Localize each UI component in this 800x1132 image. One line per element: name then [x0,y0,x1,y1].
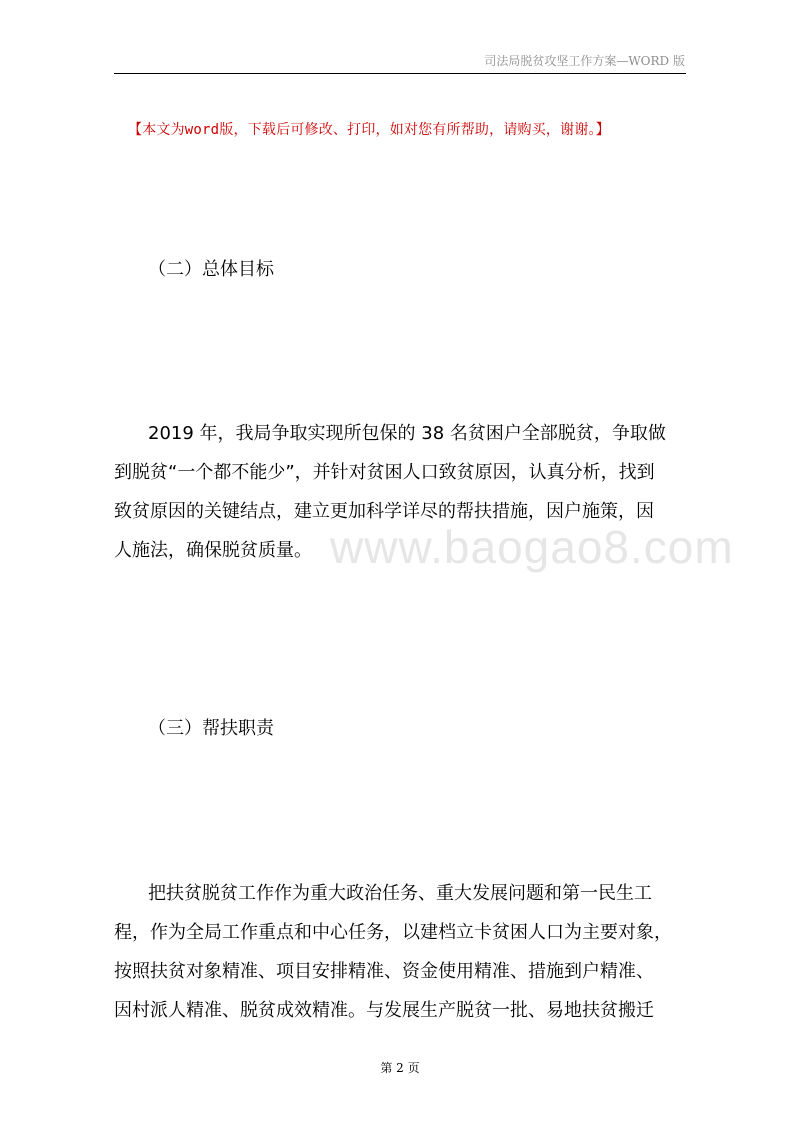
paragraph-line: 因村派人精准、脱贫成效精准。与发展生产脱贫一批、易地扶贫搬迁 [114,1000,654,1021]
watermark: www.baogao8.com [330,521,734,573]
document-header-title: 司法局脱贫攻坚工作方案—WORD 版 [484,54,685,68]
paragraph-line: 致贫原因的关键结点，建立更加科学详尽的帮扶措施，因户施策，因 [114,501,654,522]
paragraph-line: 2019 年，我局争取实现所包保的 38 名贫困户全部脱贫，争取做 [148,423,666,444]
section-heading-duties: （三）帮扶职责 [148,718,274,739]
paragraph-duties [114,874,692,1030]
paragraph-line: 到脱贫“一个都不能少”，并针对贫困人口致贫原因，认真分析，找到 [114,462,655,483]
paragraph-line: 人施法，确保脱贫质量。 [114,540,312,561]
paragraph-line: 按照扶贫对象精准、项目安排精准、资金使用精准、措施到户精准、 [114,961,654,982]
paragraph-line: 程，作为全局工作重点和中心任务，以建档立卡贫困人口为主要对象， [114,922,672,943]
section-heading-overall-goal: （二）总体目标 [148,259,274,280]
download-notice: 【本文为word版，下载后可修改、打印，如对您有所帮助，请购买，谢谢。】 [128,122,610,138]
header-divider [114,73,686,74]
page-number: 第 2 页 [380,1061,420,1075]
paragraph-line: 把扶贫脱贫工作作为重大政治任务、重大发展问题和第一民生工 [148,883,652,904]
paragraph-overall-goal [114,414,692,570]
